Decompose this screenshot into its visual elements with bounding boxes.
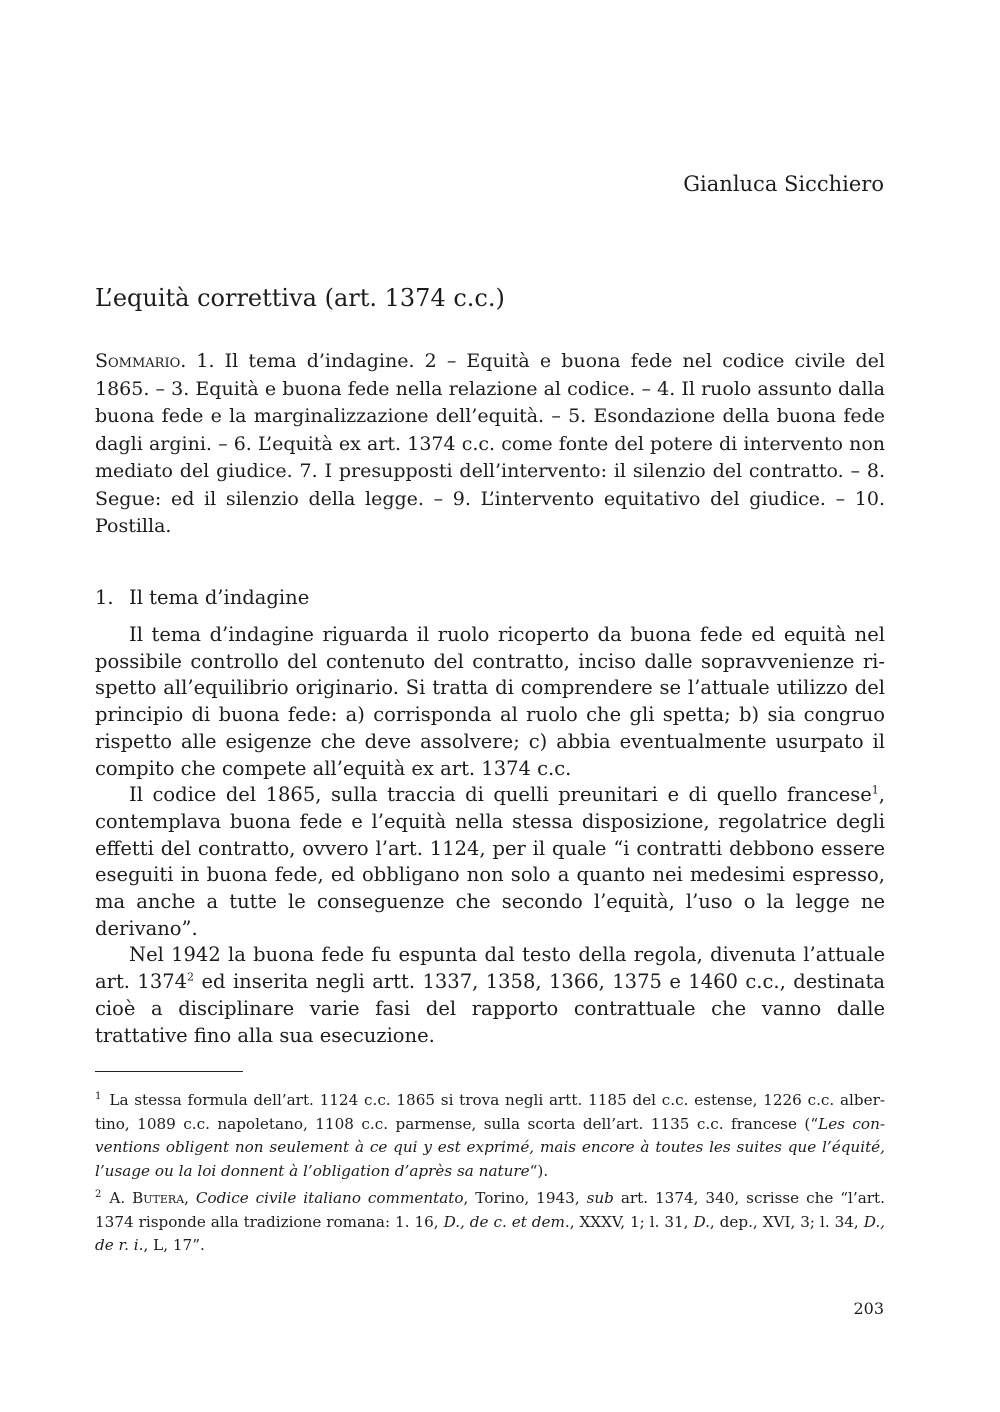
author-name: Gianluca Sicchiero bbox=[683, 172, 884, 196]
footnote-2-text-b: , bbox=[184, 1189, 196, 1207]
footnote-2-ref-2: D. bbox=[693, 1212, 710, 1231]
footnote-1-text-a: La stessa formula dell’art. 1124 c.c. 1865 si trova negli artt. 1185 del c.c. estense, 1226 c.c. albertino, 1089 c.c. napoletano, 1108 c.c. parmense, sulla scorta dell’art. 1135 c.c. francese (“ bbox=[95, 1091, 885, 1133]
summary-label: Sommario. bbox=[95, 350, 187, 372]
paragraph-3-text-b: ed inserita negli artt. 1337, 1358, 1366, 1375 e 1460 c.c., destinata cioè a disciplinare varie fasi del rapporto contrattuale che vanno dalle trattative fino alla sua esecuzione. bbox=[95, 970, 885, 1047]
summary-text: 1. Il tema d’indagine. 2 – Equità e buona fede nel codice civile del 1865. – 3. Equità e buona fede nella relazione al codice. – 4. Il ruolo assunto dalla buona fede e la marginalizzazione dell’equità. – 5. Esondazione della buona fede dagli argini. – 6. L’equità ex art. 1374 c.c. come fonte del potere di intervento non mediato del giudice. 7. I presupposti dell’intervento: il silenzio del contratto. – 8. Segue: ed il silenzio della legge. – 9. L’intervento equitativo del giudice. – 10. Postilla. bbox=[95, 350, 885, 537]
footnote-ref-2[interactable]: 2 bbox=[187, 970, 195, 984]
body-text bbox=[95, 622, 885, 1049]
footnote-2-sub: sub bbox=[586, 1189, 614, 1207]
footnotes bbox=[95, 1089, 885, 1262]
footnote-2-text-e: , XXXV, 1; l. 31, bbox=[569, 1212, 694, 1231]
section-title: Il tema d’indagine bbox=[129, 586, 310, 609]
footnote-2-text-a: A. bbox=[109, 1189, 133, 1207]
chapter-title: L’equità correttiva (art. 1374 c.c.) bbox=[95, 284, 505, 312]
footnote-1-italic-quote: Les conventions obligent non seulement à ce qui y est exprimé, mais encore à toutes les suites que l’équité, l’usage ou la loi donnent à l’obligation d’après sa nature bbox=[95, 1114, 885, 1180]
section-number: 1. bbox=[95, 586, 114, 609]
page-number: 203 bbox=[853, 1299, 884, 1318]
footnote-1 bbox=[95, 1089, 885, 1183]
footnote-ref-1[interactable]: 1 bbox=[871, 783, 879, 797]
footnote-1-mark: 1 bbox=[95, 1090, 102, 1102]
footnote-2-text-c: , Torino, 1943, bbox=[463, 1189, 587, 1207]
chapter-summary bbox=[95, 348, 885, 541]
footnote-2-text-d: art. 1374, 340, scrisse che “l’art. 1374 risponde alla tradizione romana: 1. 16, bbox=[95, 1189, 885, 1231]
footnote-2-text-f: , dep., XVI, 3; l. 34, bbox=[709, 1212, 864, 1231]
footnote-separator bbox=[95, 1071, 243, 1072]
footnote-2-text-g: , L, 17”. bbox=[143, 1236, 205, 1254]
paragraph-2-text-b: , contemplava buona fede e l’equità nella stessa disposizione, regolatrice degli effetti del contratto, ovvero l’art. 1124, per il quale “i contratti debbono essere eseguiti in buona fede, ed obbligano non solo a quanto nei medesimi espresso, ma anche a tutte le conseguenze che secondo l’equità, l’uso o la legge ne derivano”. bbox=[95, 783, 885, 940]
paragraph-3-text-a: Nel 1942 la buona fede fu espunta dal testo della regola, divenuta l’attuale art. 1374 bbox=[95, 943, 885, 994]
footnote-2 bbox=[95, 1187, 885, 1258]
paragraph-1: Il tema d’indagine riguarda il ruolo ricoperto da buona fede ed equità nel possibile controllo del contenuto del contratto, inciso dalle sopravvenienze rispetto all’equilibrio originario. Si tratta di comprendere se l’attuale utilizzo del principio di buona fede: a) corrisponda al ruolo che gli spetta; b) sia congruo rispetto alle esigenze che deve assolvere; c) abbia eventualmente usurpato il compito che compete all’equità ex art. 1374 c.c. bbox=[95, 623, 885, 780]
section-heading bbox=[95, 586, 309, 609]
paragraph-2 bbox=[95, 782, 885, 942]
paragraph-2-text-a: Il codice del 1865, sulla traccia di quelli preunitari e di quello francese bbox=[129, 783, 872, 807]
footnote-2-author: Butera bbox=[132, 1189, 185, 1207]
paragraph-3 bbox=[95, 942, 885, 1049]
footnote-2-work-title: Codice civile italiano commentato bbox=[195, 1189, 464, 1207]
footnote-1-text-b: “). bbox=[529, 1161, 549, 1180]
footnote-2-mark: 2 bbox=[95, 1188, 102, 1200]
footnote-2-ref-3: D., de r. i. bbox=[95, 1212, 885, 1254]
footnote-2-ref-1: D., de c. et dem. bbox=[443, 1212, 570, 1231]
